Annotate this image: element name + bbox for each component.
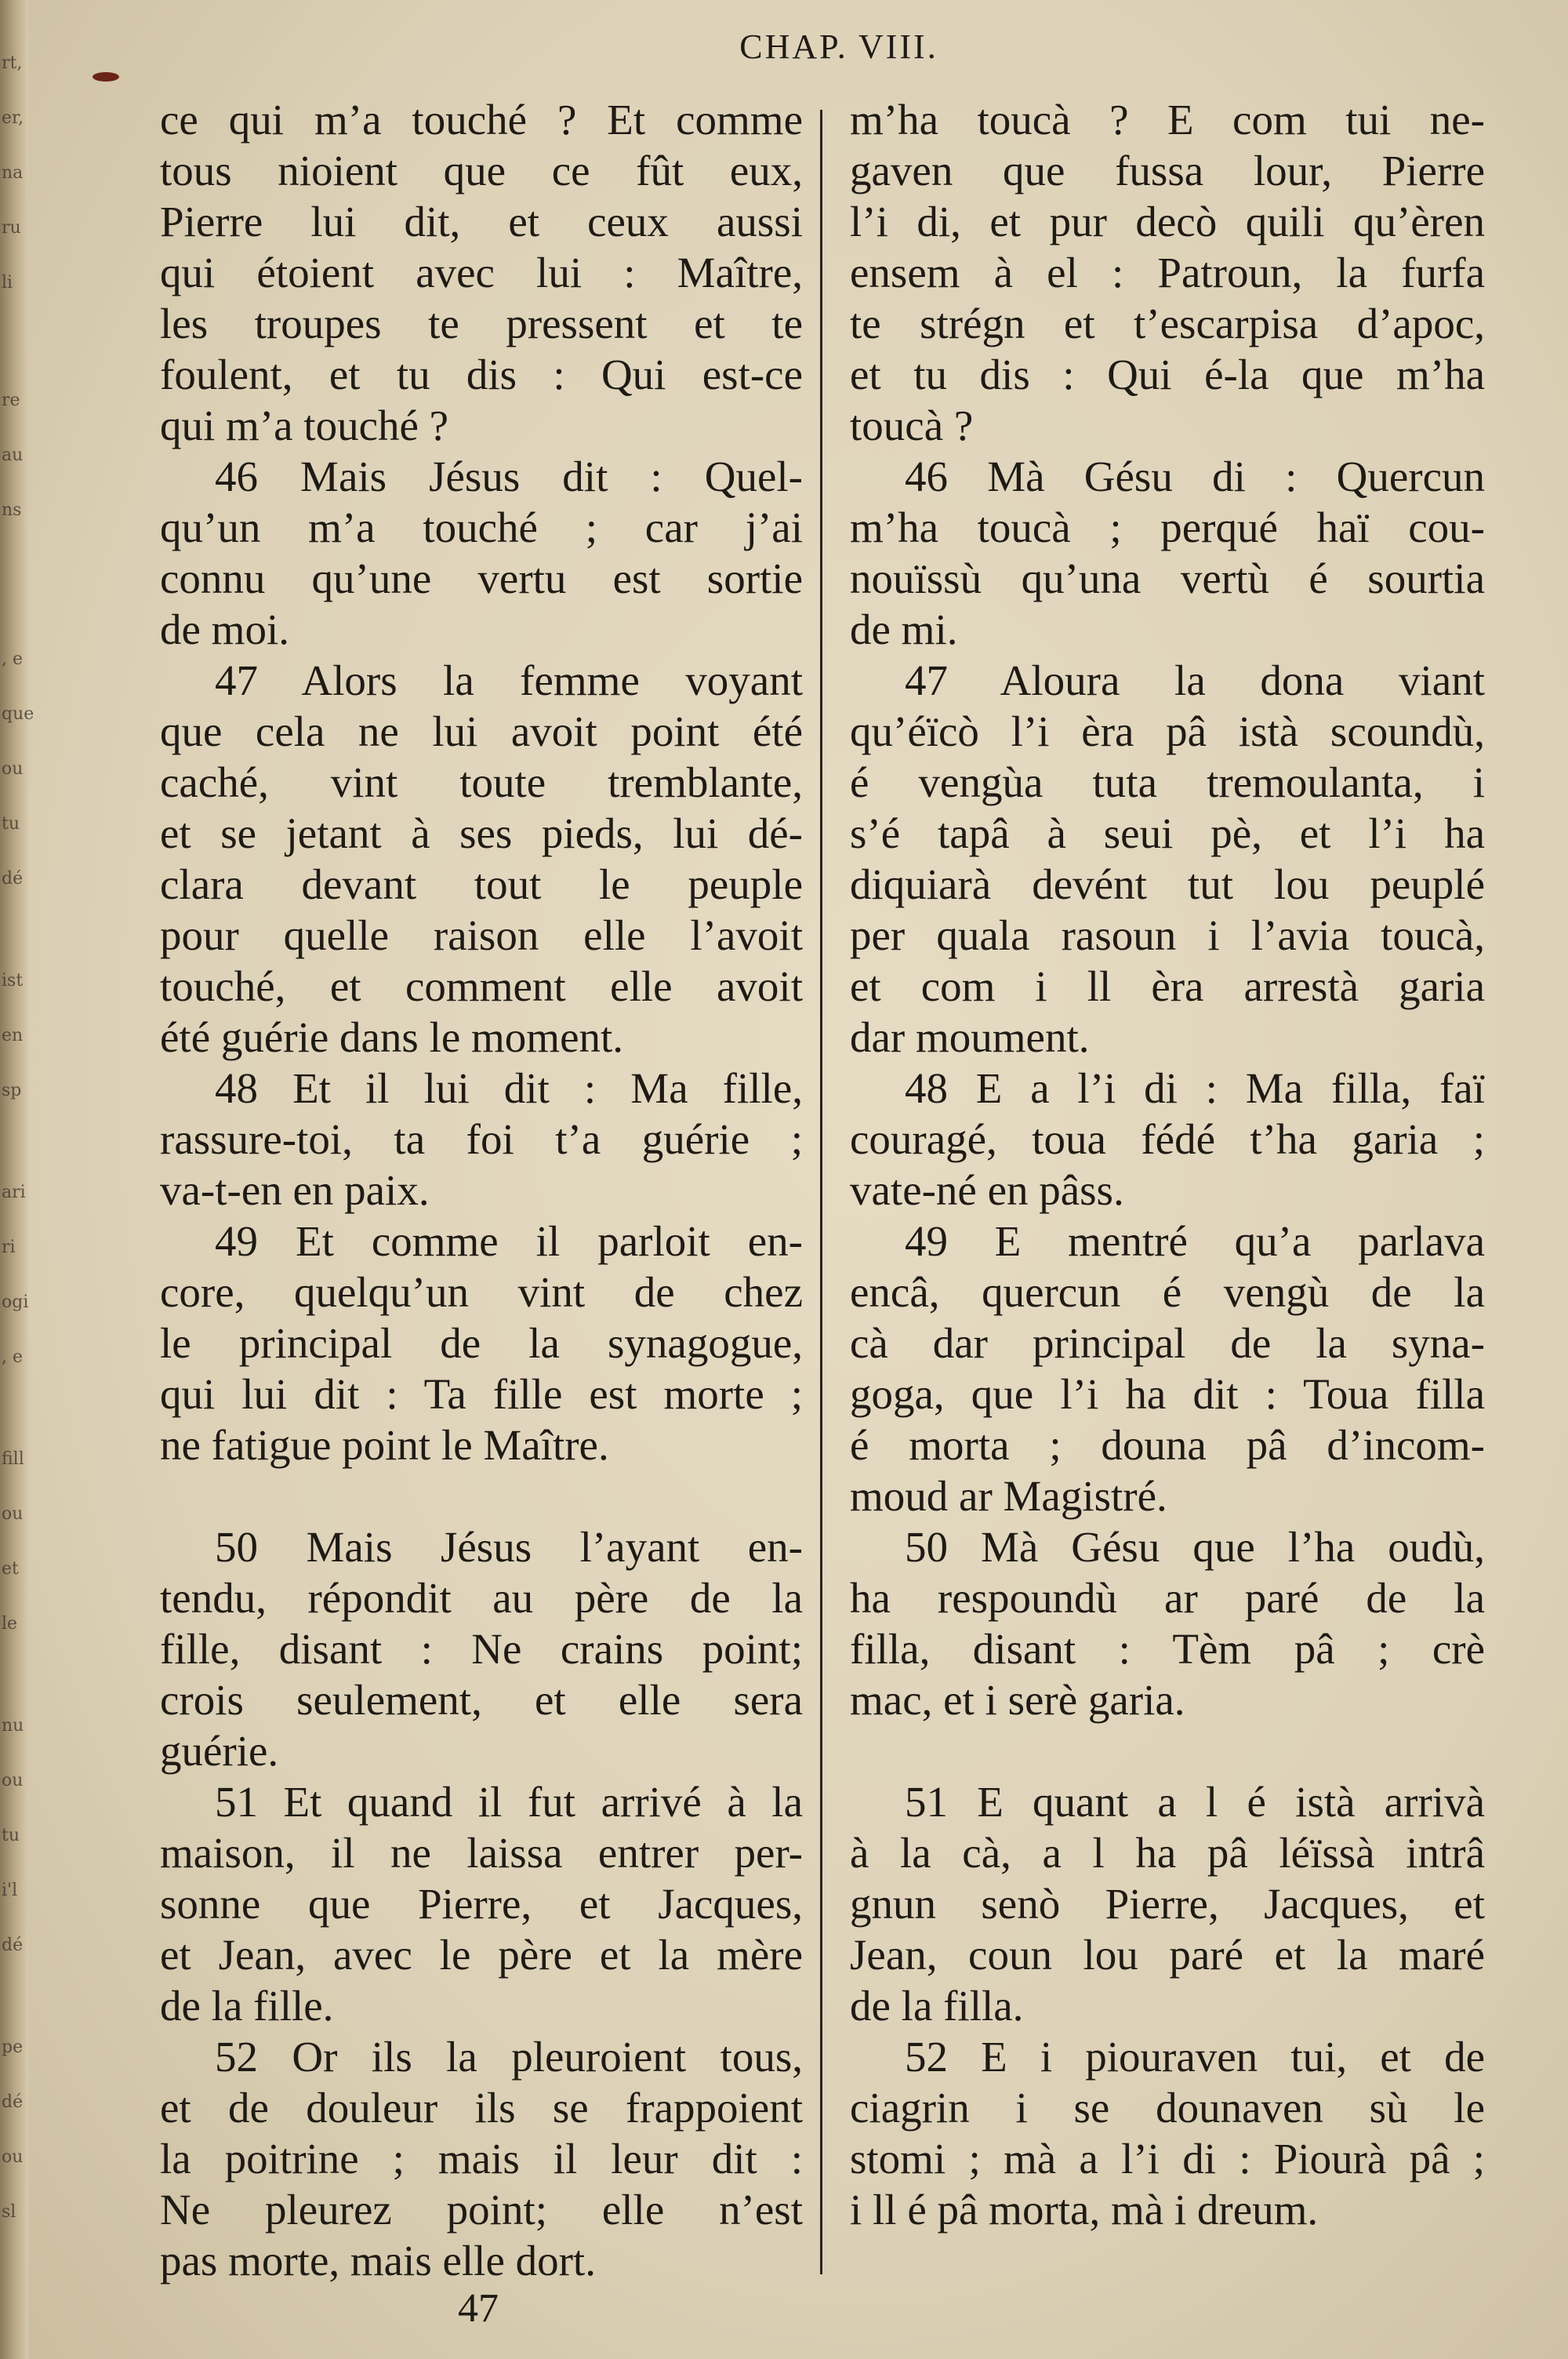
verse-45-french bbox=[160, 94, 803, 451]
text-line: ne fatigue point le Maître. bbox=[160, 1421, 609, 1469]
edge-fragment: rt, bbox=[2, 53, 23, 73]
text-line: et Jean, avec le père et la mère bbox=[160, 1931, 803, 1979]
edge-fragment: ou bbox=[2, 1771, 24, 1790]
edge-fragment: i'l bbox=[2, 1881, 18, 1900]
text-line: 47 Alors la femme voyant bbox=[215, 656, 803, 704]
verse-52-french bbox=[160, 2031, 803, 2286]
text-line: 46 Mais Jésus dit : Quel- bbox=[215, 453, 803, 500]
edge-fragment: nu bbox=[2, 1716, 24, 1736]
text-line: ensem à el : Patroun, la furfa bbox=[850, 249, 1485, 296]
text-line: de la filla. bbox=[850, 1982, 1024, 2030]
text-line: encâ, quercun é vengù de la bbox=[850, 1268, 1485, 1316]
text-line: sonne que Pierre, et Jacques, bbox=[160, 1880, 803, 1928]
text-line: moud ar Magistré. bbox=[850, 1472, 1167, 1520]
text-line: 52 E i piouraven tui, et de bbox=[905, 2033, 1485, 2081]
text-line: et de douleur ils se frappoient bbox=[160, 2084, 803, 2132]
text-line: 51 E quant a l é istà arrivà bbox=[905, 1778, 1485, 1826]
edge-fragment: ou bbox=[2, 2147, 24, 2167]
text-line: 48 Et il lui dit : Ma fille, bbox=[215, 1064, 803, 1112]
text-line: qu’éïcò l’i èra pâ istà scoundù, bbox=[850, 707, 1485, 755]
verse-46-occitan bbox=[850, 451, 1485, 655]
text-line: 49 Et comme il parloit en- bbox=[215, 1217, 803, 1265]
edge-fragment: ou bbox=[2, 1504, 24, 1524]
text-line: qui m’a touché ? bbox=[160, 402, 449, 449]
text-line: pas morte, mais elle dort. bbox=[160, 2237, 596, 2284]
text-line: la poitrine ; mais il leur dit : bbox=[160, 2135, 803, 2183]
text-line: diquiarà devént tut lou peuplé bbox=[850, 860, 1485, 908]
text-line: guérie. bbox=[160, 1727, 279, 1775]
edge-fragment: na bbox=[2, 163, 24, 183]
text-line: per quala rasoun i l’avia toucà, bbox=[850, 911, 1485, 959]
text-line: couragé, toua fédé t’ha garia ; bbox=[850, 1115, 1485, 1163]
text-line: 52 Or ils la pleuroient tous, bbox=[215, 2033, 803, 2081]
chapter-header: CHAP. VIII. bbox=[739, 27, 938, 66]
page-number: 47 bbox=[458, 2286, 499, 2331]
edge-fragment: en bbox=[2, 1026, 24, 1045]
text-line: s’é tapâ à seui pè, et l’i ha bbox=[850, 809, 1485, 857]
verse-48-french bbox=[160, 1063, 803, 1216]
text-line: mac, et i serè garia. bbox=[850, 1676, 1185, 1724]
edge-fragment: tu bbox=[2, 1826, 20, 1845]
text-line: crois seulement, et elle sera bbox=[160, 1676, 803, 1724]
text-line: vate-né en pâss. bbox=[850, 1166, 1124, 1214]
text-line: qui lui dit : Ta fille est morte ; bbox=[160, 1370, 803, 1418]
occitan-column bbox=[850, 94, 1485, 2235]
text-line: de mi. bbox=[850, 605, 958, 653]
text-line: touché, et comment elle avoit bbox=[160, 962, 803, 1010]
text-line: clara devant tout le peuple bbox=[160, 860, 803, 908]
verse-47-french bbox=[160, 655, 803, 1063]
text-line: é morta ; douna pâ d’incom- bbox=[850, 1421, 1485, 1469]
text-line: m’ha toucà ; perqué haï cou- bbox=[850, 503, 1485, 551]
text-line: 48 E a l’i di : Ma filla, faï bbox=[905, 1064, 1485, 1112]
verse-47-occitan bbox=[850, 655, 1485, 1063]
text-line: i ll é pâ morta, mà i dreum. bbox=[850, 2186, 1319, 2234]
verse-49-french bbox=[160, 1216, 803, 1470]
verse-45-occitan bbox=[850, 94, 1485, 451]
text-line: et com i ll èra arrestà garia bbox=[850, 962, 1485, 1010]
verse-50-occitan bbox=[850, 1521, 1485, 1725]
previous-page-edge bbox=[0, 0, 34, 2359]
text-line: 50 Mais Jésus l’ayant en- bbox=[215, 1523, 803, 1571]
text-line: à la cà, a l ha pâ léïssà intrâ bbox=[850, 1829, 1485, 1877]
edge-fragment: ri bbox=[2, 1238, 16, 1257]
verse-51-french bbox=[160, 1776, 803, 2031]
text-line: le principal de la synagogue, bbox=[160, 1319, 803, 1367]
text-line: ciagrin i se dounaven sù le bbox=[850, 2084, 1485, 2132]
text-line: m’ha toucà ? E com tui ne- bbox=[850, 96, 1485, 144]
text-line: Jean, coun lou paré et la maré bbox=[850, 1931, 1485, 1979]
text-line: qui étoient avec lui : Maître, bbox=[160, 249, 803, 296]
edge-fragment: sl bbox=[2, 2202, 16, 2222]
verse-46-french bbox=[160, 451, 803, 655]
text-line: 50 Mà Gésu que l’ha oudù, bbox=[905, 1523, 1485, 1571]
text-line: toucà ? bbox=[850, 402, 974, 449]
text-line: ha respoundù ar paré de la bbox=[850, 1574, 1485, 1622]
edge-fragment: dé bbox=[2, 2092, 24, 2112]
edge-fragment: ns bbox=[2, 500, 22, 520]
text-line: maison, il ne laissa entrer per- bbox=[160, 1829, 803, 1877]
edge-fragment: au bbox=[2, 445, 24, 465]
edge-fragment: que bbox=[2, 704, 34, 724]
text-line: nouïssù qu’una vertù é sourtia bbox=[850, 554, 1485, 602]
verse-52-occitan bbox=[850, 2031, 1485, 2235]
ink-stain bbox=[93, 72, 119, 82]
edge-fragment: dé bbox=[2, 869, 24, 889]
text-line: filla, disant : Tèm pâ ; crè bbox=[850, 1625, 1485, 1673]
text-line: été guérie dans le moment. bbox=[160, 1013, 624, 1061]
text-line: te strégn et t’escarpisa d’apoc, bbox=[850, 300, 1485, 347]
text-line: et tu dis : Qui é-la que m’ha bbox=[850, 351, 1485, 398]
text-line: caché, vint toute tremblante, bbox=[160, 758, 803, 806]
french-column bbox=[160, 94, 803, 2286]
edge-fragment: , e bbox=[2, 649, 24, 669]
text-line: pour quelle raison elle l’avoit bbox=[160, 911, 803, 959]
text-line: va-t-en en paix. bbox=[160, 1166, 430, 1214]
text-line: 47 Aloura la dona viant bbox=[905, 656, 1485, 704]
edge-fragment: ogi bbox=[2, 1292, 29, 1312]
text-line: rassure-toi, ta foi t’a guérie ; bbox=[160, 1115, 803, 1163]
text-line: cà dar principal de la syna- bbox=[850, 1319, 1485, 1367]
edge-fragment: ru bbox=[2, 218, 21, 238]
edge-fragment: ou bbox=[2, 759, 24, 779]
text-line: 46 Mà Gésu di : Quercun bbox=[905, 453, 1485, 500]
text-line: 49 E mentré qu’a parlava bbox=[905, 1217, 1485, 1265]
edge-fragment: et bbox=[2, 1559, 19, 1579]
text-line: é vengùa tuta tremoulanta, i bbox=[850, 758, 1485, 806]
text-line: Pierre lui dit, et ceux aussi bbox=[160, 198, 803, 245]
text-line: de moi. bbox=[160, 605, 289, 653]
text-line: dar moument. bbox=[850, 1013, 1090, 1061]
text-line: stomi ; mà a l’i di : Piourà pâ ; bbox=[850, 2135, 1485, 2183]
verse-50-french bbox=[160, 1521, 803, 1776]
edge-fragment: sp bbox=[2, 1081, 22, 1100]
edge-fragment: tu bbox=[2, 814, 20, 834]
text-line: fille, disant : Ne crains point; bbox=[160, 1625, 803, 1673]
verse-49-occitan bbox=[850, 1216, 1485, 1521]
verse-48-occitan bbox=[850, 1063, 1485, 1216]
edge-fragment: li bbox=[2, 273, 13, 293]
edge-fragment: ari bbox=[2, 1183, 26, 1202]
text-line: de la fille. bbox=[160, 1982, 334, 2030]
text-line: gaven que fussa lour, Pierre bbox=[850, 147, 1485, 194]
text-line: et se jetant à ses pieds, lui dé- bbox=[160, 809, 803, 857]
verse-51-occitan bbox=[850, 1776, 1485, 2031]
edge-fragment: fill bbox=[2, 1449, 24, 1469]
edge-fragment: er, bbox=[2, 108, 24, 128]
text-line: goga, que l’i ha dit : Toua filla bbox=[850, 1370, 1485, 1418]
edge-fragment: pe bbox=[2, 2037, 24, 2057]
text-line: tendu, répondit au père de la bbox=[160, 1574, 803, 1622]
edge-fragment: re bbox=[2, 391, 20, 410]
text-line: foulent, et tu dis : Qui est-ce bbox=[160, 351, 803, 398]
edge-fragment: , e bbox=[2, 1347, 24, 1367]
text-line: l’i di, et pur decò quili qu’èren bbox=[850, 198, 1485, 245]
text-line: tous nioient que ce fût eux, bbox=[160, 147, 803, 194]
text-line: Ne pleurez point; elle n’est bbox=[160, 2186, 803, 2234]
text-line: connu qu’une vertu est sortie bbox=[160, 554, 803, 602]
edge-fragment: dé bbox=[2, 1936, 24, 1955]
text-line: les troupes te pressent et te bbox=[160, 300, 803, 347]
text-line: gnun senò Pierre, Jacques, et bbox=[850, 1880, 1485, 1928]
column-divider bbox=[820, 110, 822, 2274]
text-line: ce qui m’a touché ? Et comme bbox=[160, 96, 803, 144]
text-line: qu’un m’a touché ; car j’ai bbox=[160, 503, 803, 551]
edge-fragment: le bbox=[2, 1614, 18, 1634]
text-line: 51 Et quand il fut arrivé à la bbox=[215, 1778, 803, 1826]
text-line: core, quelqu’un vint de chez bbox=[160, 1268, 803, 1316]
text-line: que cela ne lui avoit point été bbox=[160, 707, 803, 755]
edge-fragment: ist bbox=[2, 971, 24, 990]
